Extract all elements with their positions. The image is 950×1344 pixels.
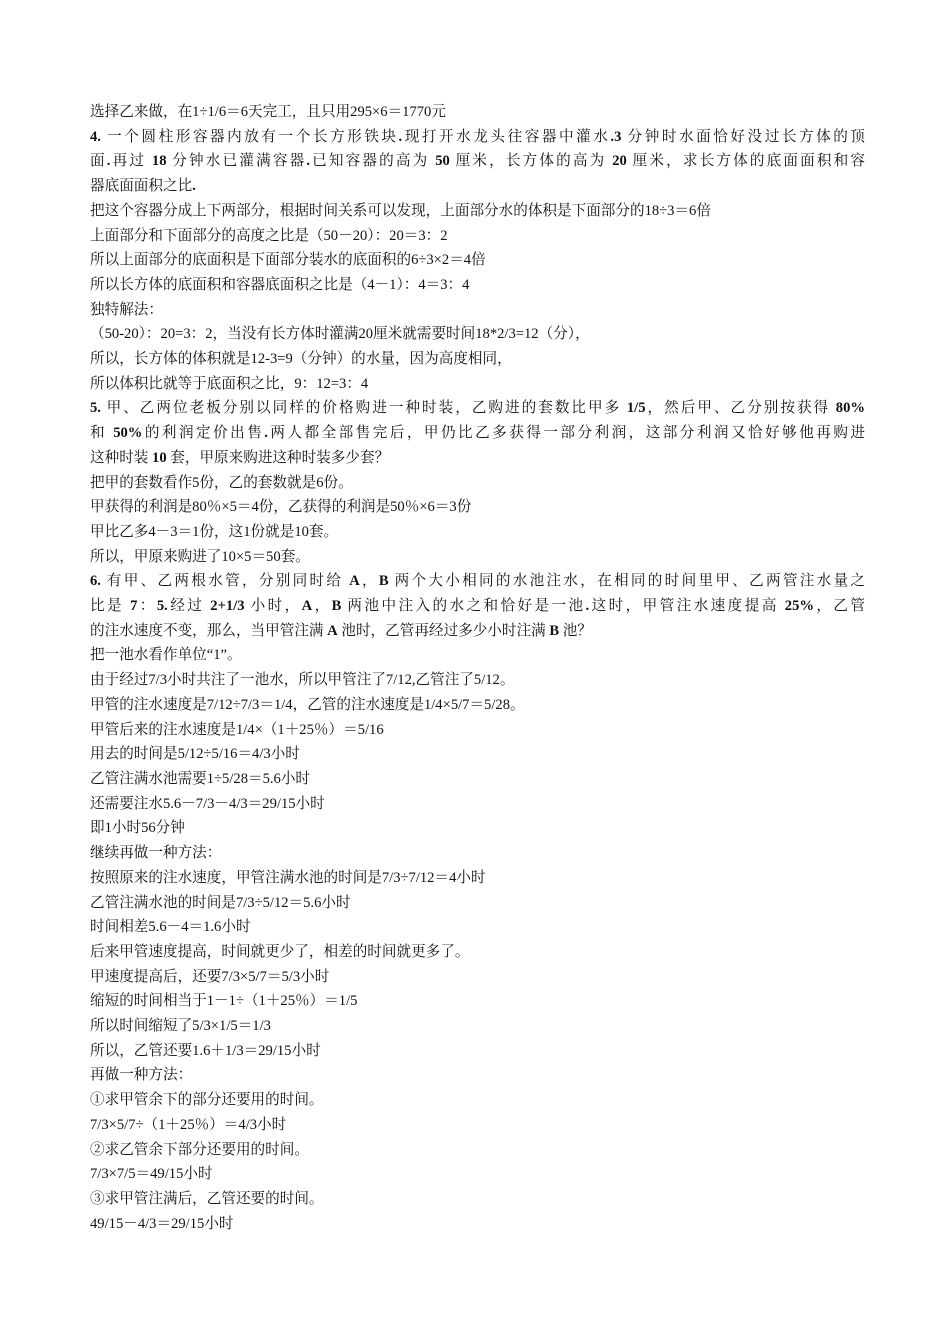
question-text-line: 4. 一个圆柱形容器内放有一个长方形铁块.现打开水龙头往容器中灌水.3 分钟时水面恰好没过长方体的顶 — [90, 128, 865, 145]
solution-text-line: 甲管后来的注水速度是1/4×（1＋25％）＝5/16 — [90, 721, 384, 738]
solution-text-line: 所以，长方体的体积就是12-3=9（分钟）的水量，因为高度相同， — [90, 351, 512, 368]
solution-text-line: 把一池水看作单位“1”。 — [90, 647, 242, 664]
solution-text-line: 继续再做一种方法： — [90, 845, 222, 862]
question-text-line: 比是 7：5.经过 2+1/3 小时，A，B 两池中注入的水之和恰好是一池.这时，甲管注水速度提高 25%，乙管 — [90, 598, 865, 615]
solution-text-line: 乙管注满水池的时间是7/3÷5/12＝5.6小时 — [90, 894, 351, 911]
solution-text-line: 用去的时间是5/12÷5/16＝4/3小时 — [90, 746, 300, 763]
solution-text-line: ②求乙管余下部分还要用的时间。 — [90, 1141, 309, 1158]
solution-text-line: 甲速度提高后，还要7/3×5/7＝5/3小时 — [90, 968, 330, 985]
question-text-line: 6. 有甲、乙两根水管，分别同时给 A，B 两个大小相同的水池注水，在相同的时间里甲、乙两管注水量之 — [90, 573, 865, 590]
solution-text-line: 所以时间缩短了5/3×1/5＝1/3 — [90, 1018, 271, 1035]
question-text-line: 面.再过 18 分钟水已灌满容器.已知容器的高为 50 厘米，长方体的高为 20 厘米，求长方体的底面面积和容 — [90, 153, 865, 170]
solution-text-line: 后来甲管速度提高，时间就更少了，相差的时间就更多了。 — [90, 943, 470, 960]
solution-text-line: 甲获得的利润是80％×5＝4份，乙获得的利润是50％×6＝3份 — [90, 499, 472, 516]
solution-text-line: 7/3×7/5＝49/15小时 — [90, 1166, 213, 1183]
solution-text-line: ①求甲管余下的部分还要用的时间。 — [90, 1092, 324, 1109]
solution-text-line: 49/15－4/3＝29/15小时 — [90, 1215, 234, 1232]
question-text-line: 器底面面积之比. — [90, 178, 196, 195]
solution-text-line: 缩短的时间相当于1－1÷（1＋25％）＝1/5 — [90, 993, 358, 1010]
solution-text-line: 按照原来的注水速度，甲管注满水池的时间是7/3÷7/12＝4小时 — [90, 869, 486, 886]
solution-text-line: 即1小时56分钟 — [90, 820, 185, 837]
solution-text-line: 时间相差5.6－4＝1.6小时 — [90, 919, 251, 936]
question-text-line: 和 50%的利润定价出售.两人都全部售完后，甲仍比乙多获得一部分利润，这部分利润又恰好够他再购进 — [90, 425, 865, 442]
solution-text-line: 独特解法： — [90, 301, 163, 318]
solution-text-line: 甲管的注水速度是7/12÷7/3＝1/4，乙管的注水速度是1/4×5/7＝5/28。 — [90, 696, 525, 713]
question-text-line: 这种时装 10 套，甲原来购进这种时装多少套？ — [90, 449, 390, 466]
solution-text-line: 选择乙来做，在1÷1/6＝6天完工，且只用295×6＝1770元 — [90, 104, 446, 120]
solution-text-line: ③求甲管注满后，乙管还要的时间。 — [90, 1190, 324, 1207]
solution-text-line: 所以体积比就等于底面积之比，9：12=3：4 — [90, 375, 369, 392]
solution-text-line: （50-20）：20=3：2，当没有长方体时灌满20厘米就需要时间18*2/3=12（分）， — [90, 326, 590, 343]
solution-text-line: 把甲的套数看作5份，乙的套数就是6份。 — [90, 474, 353, 491]
solution-text-line: 由于经过7/3小时共注了一池水，所以甲管注了7/12,乙管注了5/12。 — [90, 672, 515, 689]
solution-text-line: 所以上面部分的底面积是下面部分装水的底面积的6÷3×2＝4倍 — [90, 252, 486, 269]
solution-text-line: 所以，甲原来购进了10×5＝50套。 — [90, 548, 310, 565]
question-text-line: 5. 甲、乙两位老板分别以同样的价格购进一种时装，乙购进的套数比甲多 1/5，然后甲、乙分别按获得 80% — [90, 400, 865, 417]
document-page — [90, 100, 865, 1236]
solution-text-line: 把这个容器分成上下两部分，根据时间关系可以发现，上面部分水的体积是下面部分的18÷3＝6倍 — [90, 202, 711, 219]
solution-text-line: 上面部分和下面部分的高度之比是（50－20）：20＝3：2 — [90, 227, 448, 244]
solution-text-line: 甲比乙多4－3＝1份，这1份就是10套。 — [90, 523, 339, 540]
solution-text-line: 所以，乙管还要1.6＋1/3＝29/15小时 — [90, 1042, 321, 1059]
solution-text-line: 乙管注满水池需要1÷5/28＝5.6小时 — [90, 770, 311, 787]
solution-text-line: 7/3×5/7÷（1＋25％）＝4/3小时 — [90, 1116, 287, 1133]
question-text-line: 的注水速度不变，那么，当甲管注满 A 池时，乙管再经过多少小时注满 B 池？ — [90, 622, 592, 639]
solution-text-line: 所以长方体的底面积和容器底面积之比是（4－1）：4＝3：4 — [90, 276, 470, 293]
solution-text-line: 还需要注水5.6－7/3－4/3＝29/15小时 — [90, 795, 325, 812]
solution-text-line: 再做一种方法： — [90, 1067, 193, 1084]
